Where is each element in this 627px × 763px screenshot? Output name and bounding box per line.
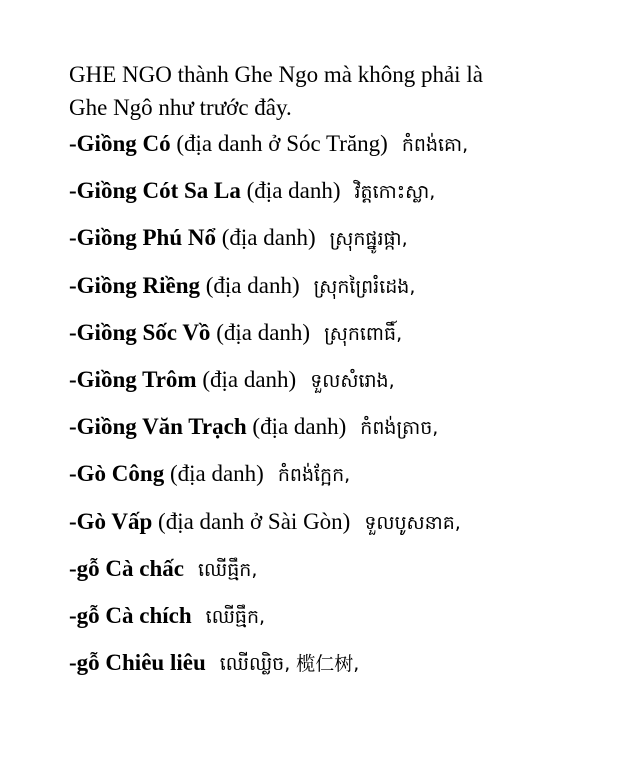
entry-khmer: ស្រុកព្រៃរំដេង, [313,275,416,298]
glossary-entry [69,127,609,174]
entry-note: (địa danh ở Sài Gòn) [152,508,351,534]
entry-khmer: កំពង់ក្អែក, [277,464,351,487]
entry-term: -Gò Vấp [69,508,153,534]
entry-term: -Giồng Văn Trạch [69,414,247,440]
glossary-entry [69,221,609,268]
entry-note: (địa danh ở Sóc Trăng) [170,131,388,156]
entry-khmer: ឈើឈ្លិច, 榄仁树, [219,653,360,676]
entry-note: (địa danh) [210,319,311,345]
entry-term: -Giồng Trôm [69,366,197,392]
entry-khmer: ទួលបូសនាគ, [364,511,461,534]
entry-term: -Giồng Sốc Vồ [69,319,211,345]
intro-paragraph [69,58,589,124]
entry-term: -gỗ Chiêu liêu [69,650,206,676]
entry-term: -gỗ Cà chấc [69,555,184,581]
entry-term: -Giồng Cót Sa La [69,178,241,204]
glossary-entry [69,174,609,221]
glossary-entry [69,457,609,504]
glossary-list [69,127,609,693]
entry-khmer: ស្រុកផ្នូរផ្កា, [329,228,408,251]
entry-note: (địa danh) [196,366,297,392]
entry-khmer: កំពង់គោ, [401,134,469,156]
glossary-entry [69,269,609,316]
entry-khmer: ស្រុកពោធិ៍, [324,322,403,345]
entry-term: -Giồng Phú Nổ [69,225,216,251]
entry-term: -Gò Công [69,461,165,487]
intro-line: Ghe Ngô như trước đây. [69,95,292,120]
entry-note: (địa danh) [240,178,341,204]
glossary-entry [69,552,609,599]
entry-note: (địa danh) [215,225,316,251]
entry-note: (địa danh) [199,272,300,298]
entry-khmer: វិត្តកោះស្លា, [354,181,436,204]
intro-line: GHE NGO thành Ghe Ngo mà không phải là [69,62,483,87]
entry-note: (địa danh) [246,414,347,440]
entry-term: -Giồng Có [69,131,171,156]
glossary-entry [69,505,609,552]
entry-term: -gỗ Cà chích [69,602,192,628]
entry-khmer: ទួលសំរោង, [310,369,395,392]
glossary-entry [69,599,609,646]
entry-term: -Giồng Riềng [69,272,200,298]
glossary-entry [69,410,609,457]
entry-khmer: កំពង់ត្រាច, [360,417,439,440]
entry-note: (địa danh) [164,461,264,487]
glossary-entry [69,316,609,363]
entry-khmer: ឈើធ្មឹក, [197,558,258,581]
glossary-entry [69,646,609,693]
entry-khmer: ឈើធ្មឹក, [205,605,266,628]
glossary-entry [69,363,609,410]
